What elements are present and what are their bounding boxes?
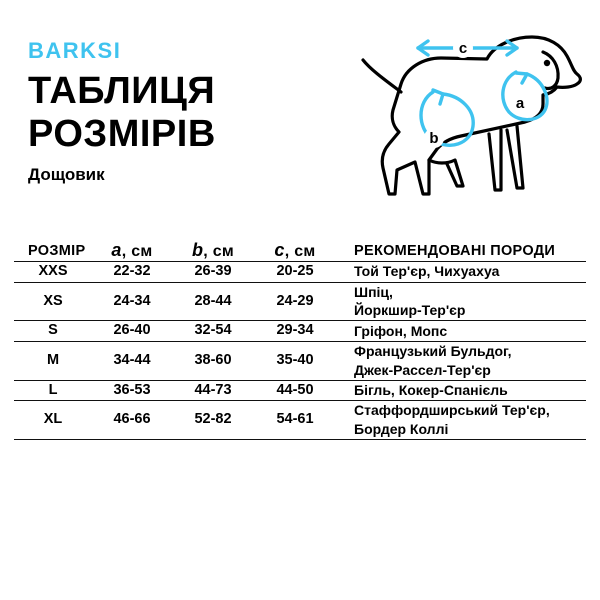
size-table-wrapper bbox=[14, 240, 586, 440]
header-c-unit: , см bbox=[284, 243, 316, 260]
cell-b: 52-82 bbox=[172, 401, 254, 440]
page-title bbox=[28, 70, 328, 155]
header-a bbox=[92, 240, 172, 262]
cell-a: 46-66 bbox=[92, 401, 172, 440]
page-subtitle: Дощовик bbox=[28, 165, 105, 185]
dog-measurement-illustration bbox=[311, 18, 586, 218]
cell-breeds: Бігль, Кокер-Спанієль bbox=[336, 380, 586, 401]
size-table-head bbox=[14, 240, 586, 262]
header-b-letter: b bbox=[191, 240, 204, 260]
measure-label-a: a bbox=[515, 95, 525, 112]
measure-label-b: b bbox=[429, 130, 439, 147]
cell-breeds: Шпіц, Йоркшир-Тер'єр bbox=[336, 282, 586, 321]
cell-size: S bbox=[14, 321, 92, 342]
table-row bbox=[14, 380, 586, 401]
cell-c: 29-34 bbox=[254, 321, 336, 342]
table-row bbox=[14, 321, 586, 342]
cell-b: 38-60 bbox=[172, 341, 254, 380]
cell-a: 22-32 bbox=[92, 262, 172, 283]
brand-name: BARKSI bbox=[28, 38, 122, 63]
cell-b: 28-44 bbox=[172, 282, 254, 321]
header-c-letter: c bbox=[274, 240, 285, 260]
header-a-letter: a bbox=[111, 240, 122, 260]
cell-breeds: Гріфон, Мопс bbox=[336, 321, 586, 342]
cell-size: XL bbox=[14, 401, 92, 440]
cell-b: 32-54 bbox=[172, 321, 254, 342]
dog-illustration-svg bbox=[311, 18, 586, 218]
header bbox=[28, 40, 328, 185]
cell-breeds: Французький Бульдог, Джек-Рассел-Тер'єр bbox=[336, 341, 586, 380]
cell-c: 44-50 bbox=[254, 380, 336, 401]
cell-breeds: Стаффордширський Тер'єр, Бордер Коллі bbox=[336, 401, 586, 440]
cell-size: M bbox=[14, 341, 92, 380]
cell-a: 34-44 bbox=[92, 341, 172, 380]
dog-eye bbox=[544, 60, 550, 66]
page-title-line2: РОЗМІРІВ bbox=[28, 112, 216, 155]
table-row bbox=[14, 401, 586, 440]
size-table-body bbox=[14, 262, 586, 440]
cell-a: 36-53 bbox=[92, 380, 172, 401]
measure-label-c: c bbox=[458, 40, 468, 57]
cell-b: 44-73 bbox=[172, 380, 254, 401]
cell-b: 26-39 bbox=[172, 262, 254, 283]
cell-c: 24-29 bbox=[254, 282, 336, 321]
cell-c: 54-61 bbox=[254, 401, 336, 440]
header-a-unit: , см bbox=[121, 243, 153, 260]
header-b-unit: , см bbox=[203, 243, 235, 260]
table-row bbox=[14, 262, 586, 283]
cell-a: 26-40 bbox=[92, 321, 172, 342]
cell-a: 24-34 bbox=[92, 282, 172, 321]
size-table bbox=[14, 240, 586, 440]
table-row bbox=[14, 282, 586, 321]
cell-breeds: Той Тер'єр, Чихуахуа bbox=[336, 262, 586, 283]
cell-c: 35-40 bbox=[254, 341, 336, 380]
header-breeds: РЕКОМЕНДОВАНІ ПОРОДИ bbox=[336, 240, 586, 262]
header-c bbox=[254, 240, 336, 262]
header-size: РОЗМІР bbox=[14, 240, 92, 262]
table-header-row bbox=[14, 240, 586, 262]
cell-size: L bbox=[14, 380, 92, 401]
cell-size: XXS bbox=[14, 262, 92, 283]
cell-size: XS bbox=[14, 282, 92, 321]
table-row bbox=[14, 341, 586, 380]
page-title-line1: ТАБЛИЦЯ bbox=[28, 70, 216, 112]
header-b bbox=[172, 240, 254, 262]
cell-c: 20-25 bbox=[254, 262, 336, 283]
